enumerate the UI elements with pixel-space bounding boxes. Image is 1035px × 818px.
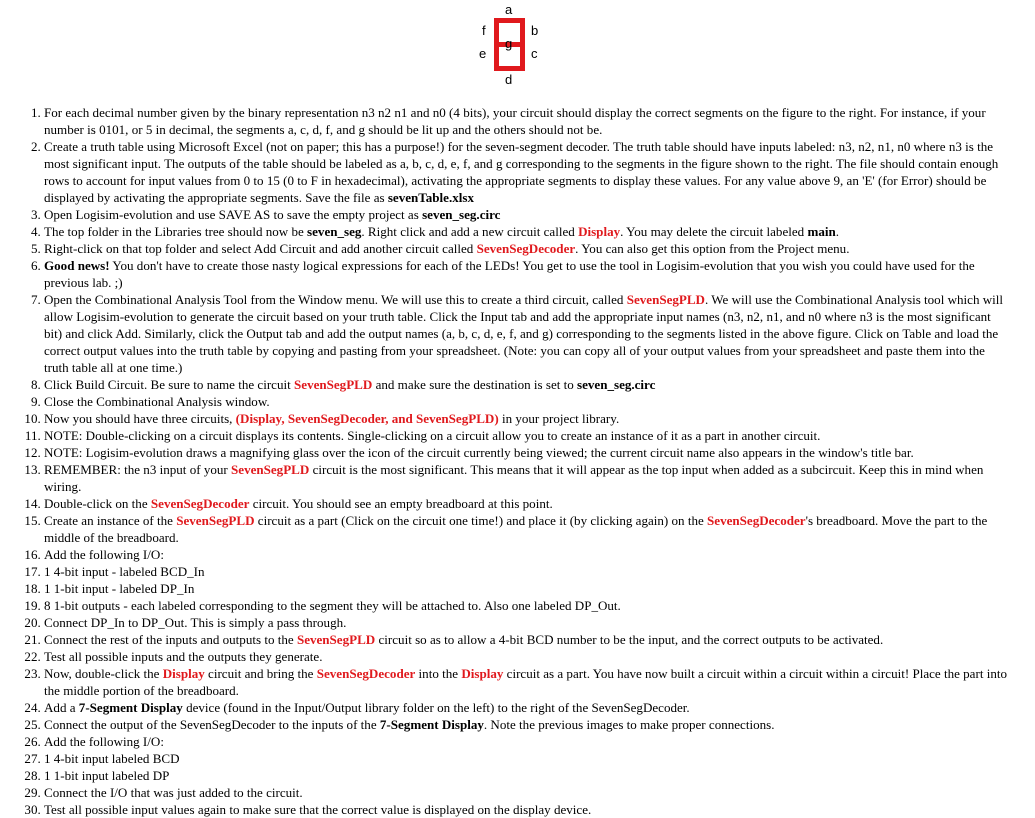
- step-text: . You may delete the circuit labeled: [620, 224, 808, 239]
- segment-b: [520, 18, 525, 45]
- instruction-step: [44, 376, 1007, 393]
- step-text: Click Build Circuit. Be sure to name the circuit: [44, 377, 295, 392]
- instruction-step: [44, 665, 1007, 699]
- bold-term: 7-Segment Display: [78, 700, 183, 715]
- highlighted-circuit-name: SevenSegDecoder: [316, 666, 416, 681]
- bold-term: 7-Segment Display: [379, 717, 484, 732]
- segment-label-b: b: [531, 23, 539, 38]
- highlighted-circuit-name: Display: [461, 666, 504, 681]
- instruction-step: [44, 750, 1007, 767]
- step-text: circuit is the most significant. This means that it will appear as the top input when added as a subcircuit. Keep this in mind when wiring.: [44, 462, 984, 494]
- highlighted-circuit-name: Display: [162, 666, 205, 681]
- step-text: 8 1-bit outputs - each labeled corresponding to the segment they will be attached to. Also one labeled DP_Out.: [44, 598, 621, 613]
- step-text: REMEMBER: the n3 input of your: [44, 462, 232, 477]
- step-text: Close the Combinational Analysis window.: [44, 394, 270, 409]
- highlighted-circuit-name: SevenSegDecoder: [150, 496, 250, 511]
- step-text: device (found in the Input/Output library folder on the left) to the right of the SevenSegDecoder.: [182, 700, 690, 715]
- step-text: 1 1-bit input labeled DP: [44, 768, 170, 783]
- step-text: Right-click on that top folder and select Add Circuit and add another circuit called: [44, 241, 477, 256]
- segment-label-c: c: [531, 46, 538, 61]
- step-text: Now, double-click the: [44, 666, 163, 681]
- instruction-step: [44, 580, 1007, 597]
- segment-f: [494, 18, 499, 45]
- step-text: . Right click and add a new circuit called: [361, 224, 579, 239]
- highlighted-circuit-name: SevenSegDecoder: [476, 241, 576, 256]
- instruction-step: [44, 699, 1007, 716]
- step-text: Create an instance of the: [44, 513, 177, 528]
- segment-label-f: f: [482, 23, 486, 38]
- step-text: Add a: [44, 700, 79, 715]
- bold-term: Good news!: [44, 258, 110, 273]
- step-text: in your project library.: [498, 411, 620, 426]
- instruction-step: [44, 784, 1007, 801]
- instruction-step: [44, 240, 1007, 257]
- step-text: Add the following I/O:: [44, 547, 164, 562]
- step-text: The top folder in the Libraries tree should now be: [44, 224, 308, 239]
- step-text: Open Logisim-evolution and use SAVE AS to save the empty project as: [44, 207, 423, 222]
- instruction-step: [44, 495, 1007, 512]
- instruction-step: [44, 801, 1007, 818]
- instruction-step: [44, 614, 1007, 631]
- step-text: Connect the I/O that was just added to the circuit.: [44, 785, 303, 800]
- segment-label-d: d: [505, 72, 513, 87]
- step-text: into the: [415, 666, 462, 681]
- segment-label-e: e: [479, 46, 487, 61]
- step-text: Open the Combinational Analysis Tool from the Window menu. We will use this to create a third circuit, called: [44, 292, 627, 307]
- step-text: 1 4-bit input - labeled BCD_In: [44, 564, 205, 579]
- highlighted-circuit-name: SevenSegDecoder: [707, 513, 806, 528]
- instruction-step: [44, 631, 1007, 648]
- step-text: and make sure the destination is set to: [372, 377, 578, 392]
- highlighted-circuit-name: Display: [578, 224, 621, 239]
- instruction-step: [44, 138, 1007, 206]
- segment-label-g: g: [505, 36, 513, 51]
- instruction-step: [44, 223, 1007, 240]
- bold-term: seven_seg.circ: [422, 207, 501, 222]
- step-text: Connect the output of the SevenSegDecoder to the inputs of the: [44, 717, 380, 732]
- step-text: . We will use the Combinational Analysis tool which will allow Logisim-evolution to generate the circuit based on your truth table. Click the Input tab and add the appropriate input names (n3, n2, n1, and n0 where n3 is the most significant bit) and click Add. Similarly, click the Output tab and add the output names (a, b, c, d, e, f, and g) corresponding to the segments listed in the above figure. Click on Table and load the correct output values into the truth table by copying and pasting from your spreadsheet. (Note: you can copy all of your output values from your spreadsheet and paste them into the truth table all at one time.): [44, 292, 1004, 375]
- step-text: NOTE: Logisim-evolution draws a magnifying glass over the icon of the circuit currently being viewed; the current circuit name also appears in the window's title bar.: [44, 445, 914, 460]
- seven-segment-figure: [470, 2, 550, 88]
- highlighted-circuit-name: SevenSegPLD: [296, 632, 376, 647]
- instruction-step: [44, 461, 1007, 495]
- instruction-step: [44, 444, 1007, 461]
- step-text: NOTE: Double-clicking on a circuit displays its contents. Single-clicking on a circuit allow you to create an instance of it as a part in another circuit.: [44, 428, 821, 443]
- instruction-step: [44, 597, 1007, 614]
- highlighted-circuit-name: SevenSegPLD: [176, 513, 255, 528]
- step-text: 1 4-bit input labeled BCD: [44, 751, 180, 766]
- step-text: Double-click on the: [44, 496, 151, 511]
- step-text: circuit and bring the: [204, 666, 317, 681]
- instruction-step: [44, 257, 1007, 291]
- instruction-step: [44, 104, 1007, 138]
- step-text: Now you should have three circuits,: [44, 411, 236, 426]
- instruction-step: [44, 546, 1007, 563]
- step-text: 's breadboard. Move the part to the middle of the breadboard.: [44, 513, 988, 545]
- step-text: . You can also get this option from the Project menu.: [575, 241, 850, 256]
- step-text: circuit. You should see an empty breadboard at this point.: [249, 496, 553, 511]
- step-text: Connect the rest of the inputs and outputs to the: [44, 632, 297, 647]
- step-text: circuit as a part. You have now built a circuit within a circuit within a circuit! Place the part into the middle portion of the breadboard.: [44, 666, 1008, 698]
- step-text: Create a truth table using Microsoft Excel (not on paper; this has a purpose!) for the seven-segment decoder. The truth table should have inputs labeled: n3, n2, n1, n0 where n3 is the most significant input. The outputs of the table should be labeled as a, b, c, d, e, f, and g corresponding to the segments in the figure shown to the right. The file should contain enough rows to account for input values from 0 to 15 (0 to F in hexadecimal), activating the appropriate segments to display these values. For any value above 9, an 'E' (for Error) should be displayed by activating the appropriate segments. Save the file as: [44, 139, 999, 205]
- highlighted-circuit-name: SevenSegPLD: [294, 377, 373, 392]
- step-text: circuit so as to allow a 4-bit BCD number to be the input, and the correct outputs to be activated.: [375, 632, 884, 647]
- step-text: . Note the previous images to make proper connections.: [483, 717, 775, 732]
- instruction-step: [44, 206, 1007, 223]
- step-text: Add the following I/O:: [44, 734, 164, 749]
- bold-term: seven_seg.circ: [577, 377, 656, 392]
- highlighted-circuit-name: SevenSegPLD: [231, 462, 310, 477]
- instruction-step: [44, 563, 1007, 580]
- bold-term: sevenTable.xlsx: [387, 190, 474, 205]
- step-text: 1 1-bit input - labeled DP_In: [44, 581, 195, 596]
- highlighted-circuit-name: (Display, SevenSegDecoder, and SevenSegPLD): [235, 411, 499, 426]
- step-text: .: [835, 224, 839, 239]
- step-text: Test all possible inputs and the outputs they generate.: [44, 649, 323, 664]
- instruction-step: [44, 648, 1007, 665]
- instruction-step: [44, 767, 1007, 784]
- instruction-list: [0, 104, 1007, 818]
- bold-term: seven_seg: [307, 224, 362, 239]
- instruction-step: [44, 393, 1007, 410]
- instruction-step: [44, 410, 1007, 427]
- segment-label-a: a: [505, 2, 513, 17]
- bold-term: main: [807, 224, 836, 239]
- step-text: circuit as a part (Click on the circuit one time!) and place it (by clicking again) on the: [254, 513, 708, 528]
- instruction-step: [44, 427, 1007, 444]
- instruction-step: [44, 291, 1007, 376]
- instruction-step: [44, 512, 1007, 546]
- step-text: You don't have to create those nasty logical expressions for each of the LEDs! You get to use the tool in Logisim-evolution that you wish you could have used for the previous lab. ;): [44, 258, 975, 290]
- segment-d: [494, 66, 525, 71]
- step-text: Connect DP_In to DP_Out. This is simply a pass through.: [44, 615, 347, 630]
- instruction-step: [44, 733, 1007, 750]
- instruction-step: [44, 716, 1007, 733]
- step-text: For each decimal number given by the binary representation n3 n2 n1 and n0 (4 bits), your circuit should display the correct segments on the figure to the right. For instance, if your number is 0101, or 5 in decimal, the segments a, c, d, f, and g should be lit up and the others should not be.: [44, 105, 986, 137]
- highlighted-circuit-name: SevenSegPLD: [626, 292, 705, 307]
- step-text: Test all possible input values again to make sure that the correct value is displayed on the display device.: [44, 802, 592, 817]
